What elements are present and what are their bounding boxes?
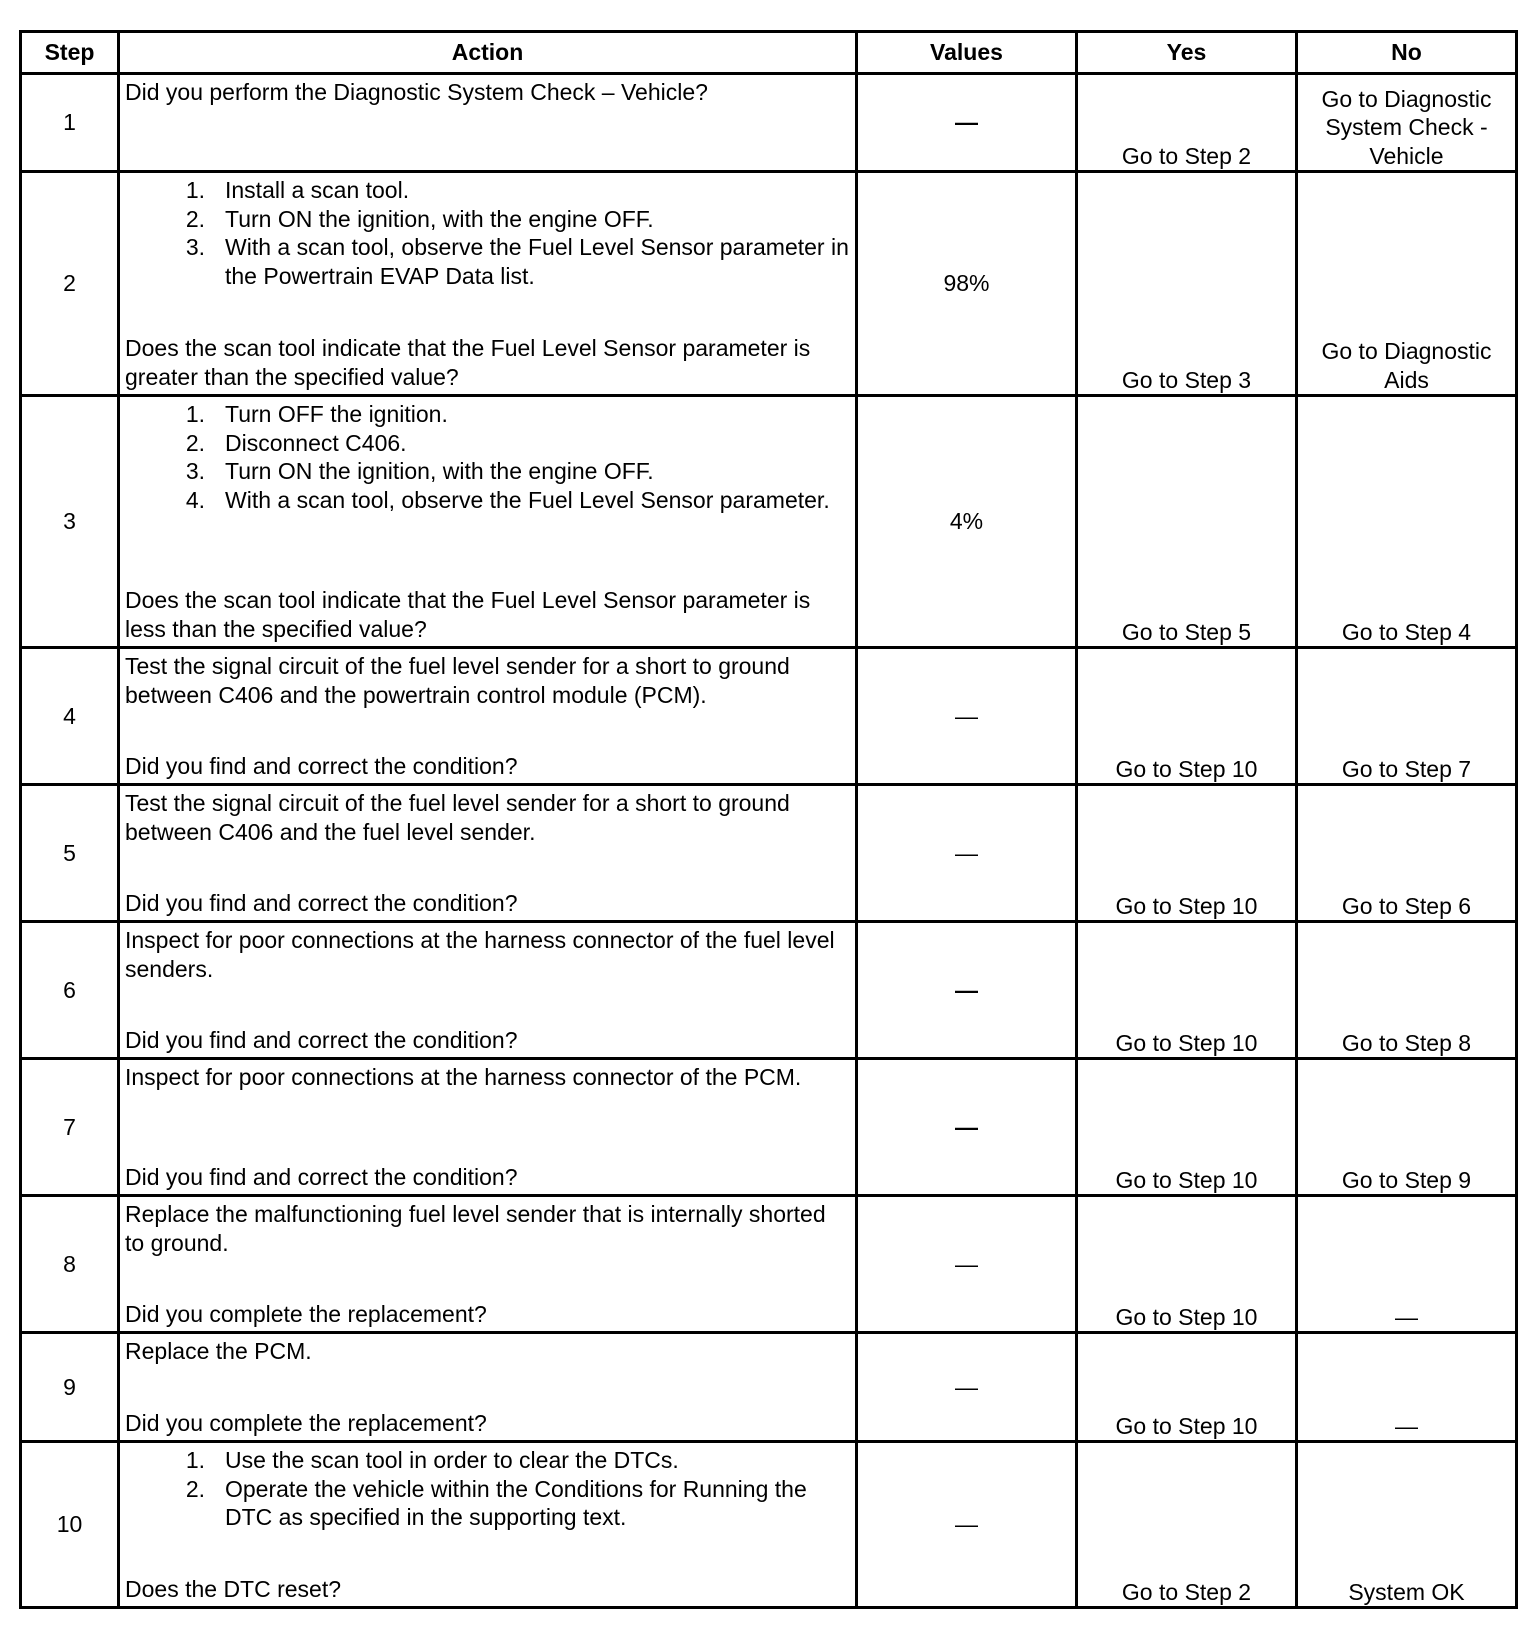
- substep: 2. Operate the vehicle within the Conditions for Running the DTC as specified in the supporting text.: [185, 1475, 807, 1530]
- value-cell: —: [857, 1059, 1077, 1196]
- action-text: Test the signal circuit of the fuel level sender for a short to ground between C406 and the powertrain control module (PCM).: [125, 653, 790, 708]
- action-cell: [119, 648, 857, 785]
- value-cell: —: [857, 648, 1077, 785]
- substep-list: [125, 1446, 850, 1532]
- step-number: 3: [21, 396, 119, 648]
- action-cell: [119, 172, 857, 396]
- table-row: [21, 785, 1517, 922]
- no-cell: Go to Diagnostic System Check - Vehicle: [1297, 74, 1517, 172]
- header-yes: Yes: [1077, 32, 1297, 74]
- header-action: Action: [119, 32, 857, 74]
- table-row: [21, 648, 1517, 785]
- step-number: 9: [21, 1333, 119, 1442]
- step-number: 8: [21, 1196, 119, 1333]
- action-question: Does the scan tool indicate that the Fuel Level Sensor parameter is greater than the specified value?: [125, 335, 811, 390]
- substep: 1. Install a scan tool.: [185, 177, 410, 203]
- substep: 4. With a scan tool, observe the Fuel Level Sensor parameter.: [185, 486, 830, 513]
- value-cell: 98%: [857, 172, 1077, 396]
- no-cell: Go to Diagnostic Aids: [1297, 172, 1517, 396]
- action-cell: [119, 1442, 857, 1608]
- step-number: 10: [21, 1442, 119, 1608]
- substep: 2. Turn ON the ignition, with the engine OFF.: [185, 205, 654, 232]
- action-question: Did you complete the replacement?: [125, 1300, 487, 1327]
- action-question: Does the DTC reset?: [125, 1575, 342, 1602]
- action-question: Did you find and correct the condition?: [125, 889, 518, 916]
- no-cell: System OK: [1297, 1442, 1517, 1608]
- substep: 1. Use the scan tool in order to clear the DTCs.: [185, 1447, 679, 1473]
- action-text: Replace the PCM.: [125, 1338, 312, 1364]
- value-cell: 4%: [857, 396, 1077, 648]
- yes-cell: Go to Step 10: [1077, 648, 1297, 785]
- action-question: Did you find and correct the condition?: [125, 1163, 518, 1190]
- value-cell: —: [857, 74, 1077, 172]
- table-row: [21, 74, 1517, 172]
- step-number: 5: [21, 785, 119, 922]
- action-cell: [119, 74, 857, 172]
- yes-cell: Go to Step 10: [1077, 1059, 1297, 1196]
- table-row: [21, 1196, 1517, 1333]
- substep: 3. With a scan tool, observe the Fuel Level Sensor parameter in the Powertrain EVAP Data list.: [185, 234, 849, 289]
- yes-cell: Go to Step 10: [1077, 1333, 1297, 1442]
- table-row: [21, 396, 1517, 648]
- table-row: [21, 172, 1517, 396]
- no-cell: —: [1297, 1333, 1517, 1442]
- action-text: Inspect for poor connections at the harness connector of the PCM.: [125, 1064, 802, 1090]
- no-cell: Go to Step 7: [1297, 648, 1517, 785]
- action-cell: [119, 785, 857, 922]
- table-row: [21, 1442, 1517, 1608]
- yes-cell: Go to Step 2: [1077, 74, 1297, 172]
- value-cell: —: [857, 1333, 1077, 1442]
- no-cell: Go to Step 4: [1297, 396, 1517, 648]
- yes-cell: Go to Step 10: [1077, 922, 1297, 1059]
- header-step: Step: [21, 32, 119, 74]
- step-number: 4: [21, 648, 119, 785]
- header-row: [21, 32, 1517, 74]
- action-question: Does the scan tool indicate that the Fuel Level Sensor parameter is less than the specified value?: [125, 587, 811, 642]
- header-no: No: [1297, 32, 1517, 74]
- substep: 2. Disconnect C406.: [185, 429, 407, 456]
- action-cell: [119, 1333, 857, 1442]
- yes-cell: Go to Step 3: [1077, 172, 1297, 396]
- step-number: 1: [21, 74, 119, 172]
- table-row: [21, 1059, 1517, 1196]
- step-number: 6: [21, 922, 119, 1059]
- action-question: Did you find and correct the condition?: [125, 752, 518, 779]
- value-cell: —: [857, 922, 1077, 1059]
- action-question: Did you complete the replacement?: [125, 1409, 487, 1436]
- substep: 3. Turn ON the ignition, with the engine OFF.: [185, 458, 654, 484]
- action-text: Replace the malfunctioning fuel level sender that is internally shorted to ground.: [125, 1201, 826, 1256]
- yes-cell: Go to Step 2: [1077, 1442, 1297, 1608]
- action-cell: [119, 396, 857, 648]
- no-cell: Go to Step 8: [1297, 922, 1517, 1059]
- substep: 1. Turn OFF the ignition.: [185, 401, 448, 427]
- substep-list: [125, 176, 850, 290]
- table-row: [21, 1333, 1517, 1442]
- action-cell: [119, 1196, 857, 1333]
- action-text: Test the signal circuit of the fuel level sender for a short to ground between C406 and the fuel level sender.: [125, 790, 790, 845]
- value-cell: —: [857, 785, 1077, 922]
- step-number: 2: [21, 172, 119, 396]
- substep-list: [125, 400, 850, 514]
- action-text: Did you perform the Diagnostic System Check – Vehicle?: [125, 79, 708, 105]
- value-cell: —: [857, 1196, 1077, 1333]
- step-number: 7: [21, 1059, 119, 1196]
- yes-cell: Go to Step 10: [1077, 785, 1297, 922]
- header-values: Values: [857, 32, 1077, 74]
- diagnostic-table: [19, 30, 1518, 1609]
- action-question: Did you find and correct the condition?: [125, 1026, 518, 1053]
- no-cell: Go to Step 9: [1297, 1059, 1517, 1196]
- no-cell: Go to Step 6: [1297, 785, 1517, 922]
- yes-cell: Go to Step 5: [1077, 396, 1297, 648]
- action-text: Inspect for poor connections at the harness connector of the fuel level senders.: [125, 927, 835, 982]
- action-cell: [119, 922, 857, 1059]
- no-cell: —: [1297, 1196, 1517, 1333]
- yes-cell: Go to Step 10: [1077, 1196, 1297, 1333]
- action-cell: [119, 1059, 857, 1196]
- value-cell: —: [857, 1442, 1077, 1608]
- table-row: [21, 922, 1517, 1059]
